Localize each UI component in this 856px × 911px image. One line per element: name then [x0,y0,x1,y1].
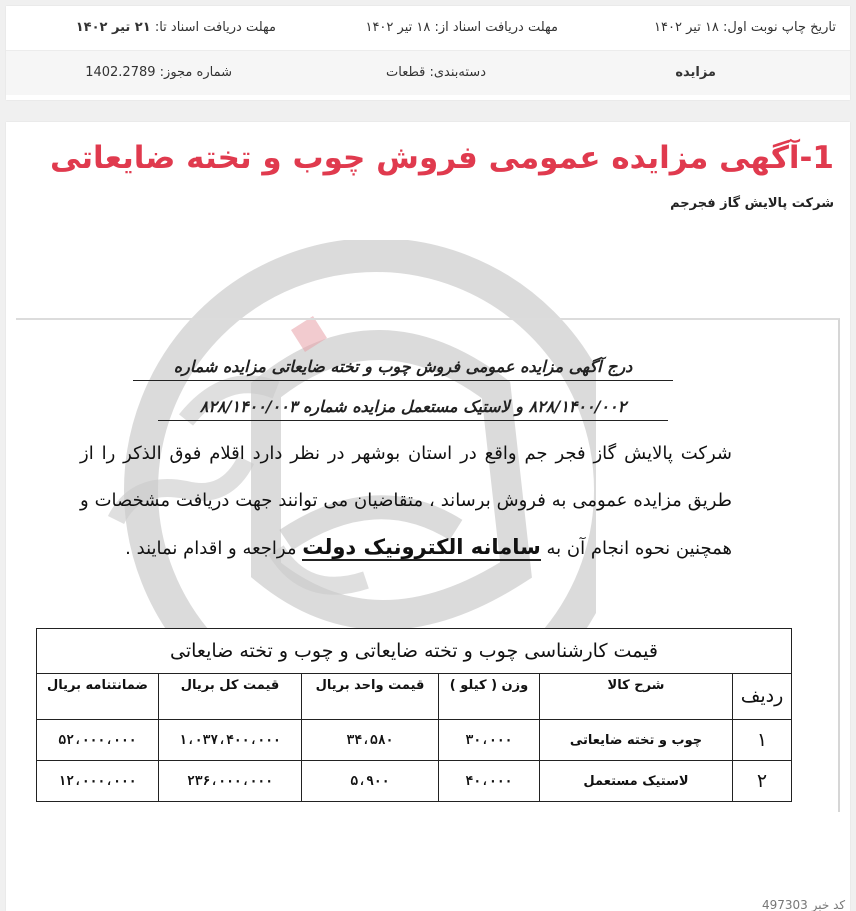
doc-receive-from: مهلت دریافت اسناد از: ۱۸ تیر ۱۴۰۲ [365,20,558,35]
cell-unit-price: ۳۴،۵۸۰ [302,720,439,761]
cell-guarantee: ۵۲،۰۰۰،۰۰۰ [37,720,159,761]
table-row [37,720,792,761]
col-header-total-price: قیمت کل بریال [159,674,302,720]
auction-type: مزایده [675,65,716,80]
doc-receive-to [76,6,276,50]
cell-total-price: ۱،۰۳۷،۴۰۰،۰۰۰ [159,720,302,761]
cell-guarantee: ۱۲،۰۰۰،۰۰۰ [37,761,159,802]
doc-receive-to-label: مهلت دریافت اسناد تا: [154,20,276,35]
cell-row-number: ۱ [733,720,792,761]
price-table-caption-row [37,629,792,674]
license-value: 1402.2789 [85,65,156,80]
category: دسته‌بندی: قطعات [386,65,486,80]
body-text-part2: مراجعه و اقدام نمایند . [125,538,297,559]
header-row-dates [6,6,850,51]
body-text-part1: شرکت پالایش گاز فجر جم واقع در استان بوشهر در نظر دارد اقلام فوق الذکر را از طریق مزایده عمومی به فروش برساند ، متقاضیان می توانند جهت دریافت مشخصات و همچنین نحوه انجام آن به [80,443,732,559]
scanned-notice [16,318,840,812]
body-text-strong: سامانه الکترونیک دولت [302,535,541,559]
col-header-weight: وزن ( کیلو ) [439,674,540,720]
scan-heading-line2: ۸۲۸/۱۴۰۰/۰۰۲ و لاستیک مستعمل مزایده شماره ۸۲۸/۱۴۰۰/۰۰۳ [158,394,668,421]
price-table-header-row [37,674,792,720]
notice-card [6,122,850,911]
price-table-caption: قیمت کارشناسی چوب و تخته ضایعاتی و چوب و تخته ضایعاتی [37,629,792,674]
news-code: کد خبر 497303 [762,898,846,911]
cell-row-number: ۲ [733,761,792,802]
doc-receive-to-value: ۲۱ تیر ۱۴۰۲ [75,20,151,35]
cell-weight: ۴۰،۰۰۰ [439,761,540,802]
cell-weight: ۳۰،۰۰۰ [439,720,540,761]
cell-total-price: ۲۳۶،۰۰۰،۰۰۰ [159,761,302,802]
col-header-guarantee: ضمانتنامه بریال [37,674,159,720]
first-print-date: تاریخ چاپ نوبت اول: ۱۸ تیر ۱۴۰۲ [654,20,836,35]
auction-info-header [6,6,850,100]
license-number [85,51,232,95]
cell-item: چوب و تخته ضایعاتی [540,720,733,761]
price-table [36,628,792,802]
col-header-item: شرح کالا [540,674,733,720]
cell-unit-price: ۵،۹۰۰ [302,761,439,802]
col-header-row-number: ردیف [733,674,792,720]
col-header-unit-price: قیمت واحد بریال [302,674,439,720]
table-row [37,761,792,802]
scan-body-text [80,430,732,572]
scan-heading-line1: درج آگهی مزایده عمومی فروش چوب و تخته ضایعاتی مزایده شماره [133,354,673,381]
cell-item: لاستیک مستعمل [540,761,733,802]
notice-title: 1-آگهی مزایده عمومی فروش چوب و تخته ضایعاتی [49,140,834,176]
company-name: شرکت پالایش گاز فجرجم [670,196,834,211]
license-label: شماره مجوز: [159,65,232,80]
header-row-meta [6,51,850,95]
